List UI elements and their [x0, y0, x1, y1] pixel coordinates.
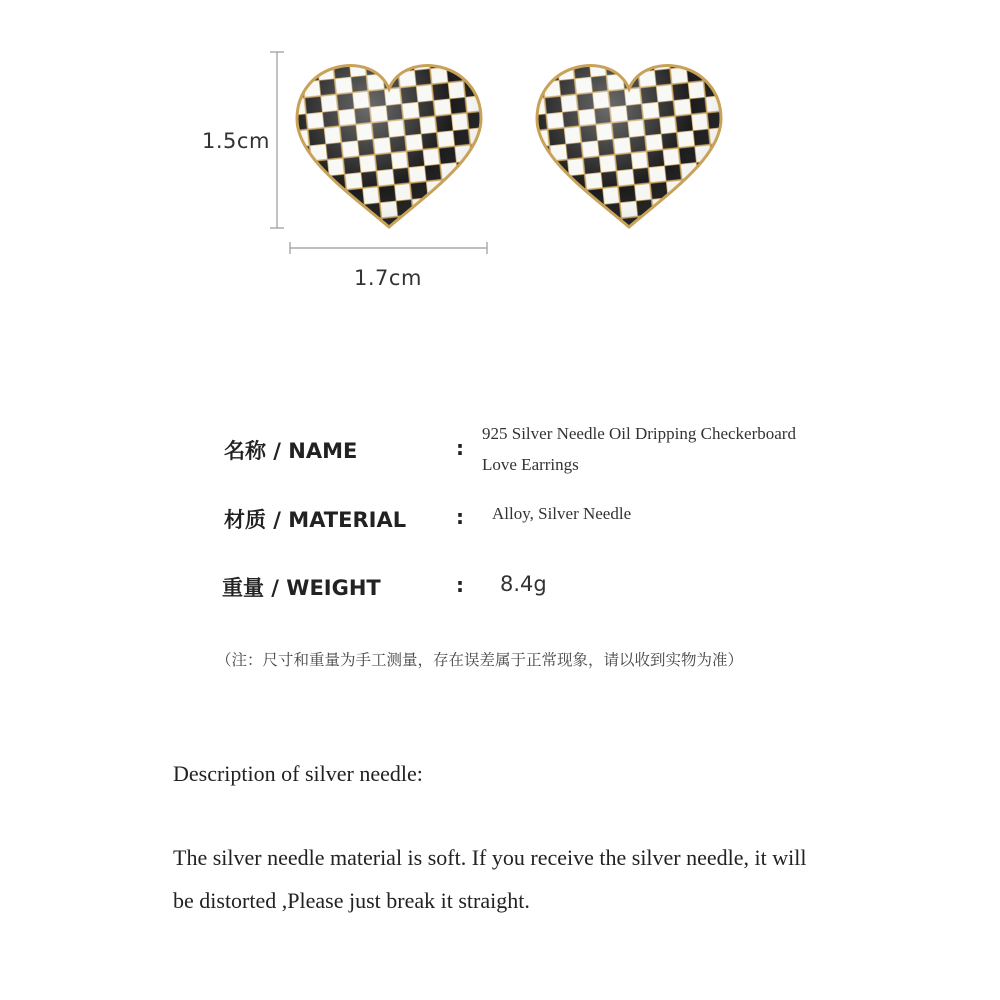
earring-right: [529, 37, 729, 237]
spec-material-value: Alloy, Silver Needle: [492, 504, 632, 523]
product-image: [0, 0, 1000, 320]
checkerboard-heart-earring-icon: [529, 37, 729, 237]
description-heading: Description of silver needle:: [173, 761, 423, 786]
spec-material-label: 材质 / MATERIAL: [224, 508, 407, 532]
spec-material-colon: :: [456, 505, 464, 529]
checkerboard-heart-earring-icon: [289, 37, 489, 237]
description-line-1: The silver needle material is soft. If you receive the silver needle, it will: [173, 845, 807, 870]
spec-name-value-line2: Love Earrings: [482, 455, 579, 474]
spec-weight-colon: :: [456, 573, 464, 597]
width-label: 1.7cm: [354, 266, 422, 290]
description-line-2: be distorted ,Please just break it straight.: [173, 888, 530, 913]
spec-name-label: 名称 / NAME: [224, 439, 358, 463]
spec-weight-label: 重量 / WEIGHT: [222, 576, 381, 600]
earring-left: [289, 37, 489, 237]
width-dimension-line: [290, 242, 487, 254]
height-dimension-line: [270, 52, 284, 228]
measurement-note: （注：尺寸和重量为手工测量，存在误差属于正常现象，请以收到实物为准）: [216, 651, 744, 669]
spec-weight-value: 8.4g: [500, 572, 547, 596]
spec-name-value-line1: 925 Silver Needle Oil Dripping Checkerboard: [482, 424, 796, 443]
spec-name-colon: :: [456, 436, 464, 460]
height-label: 1.5cm: [202, 129, 270, 153]
